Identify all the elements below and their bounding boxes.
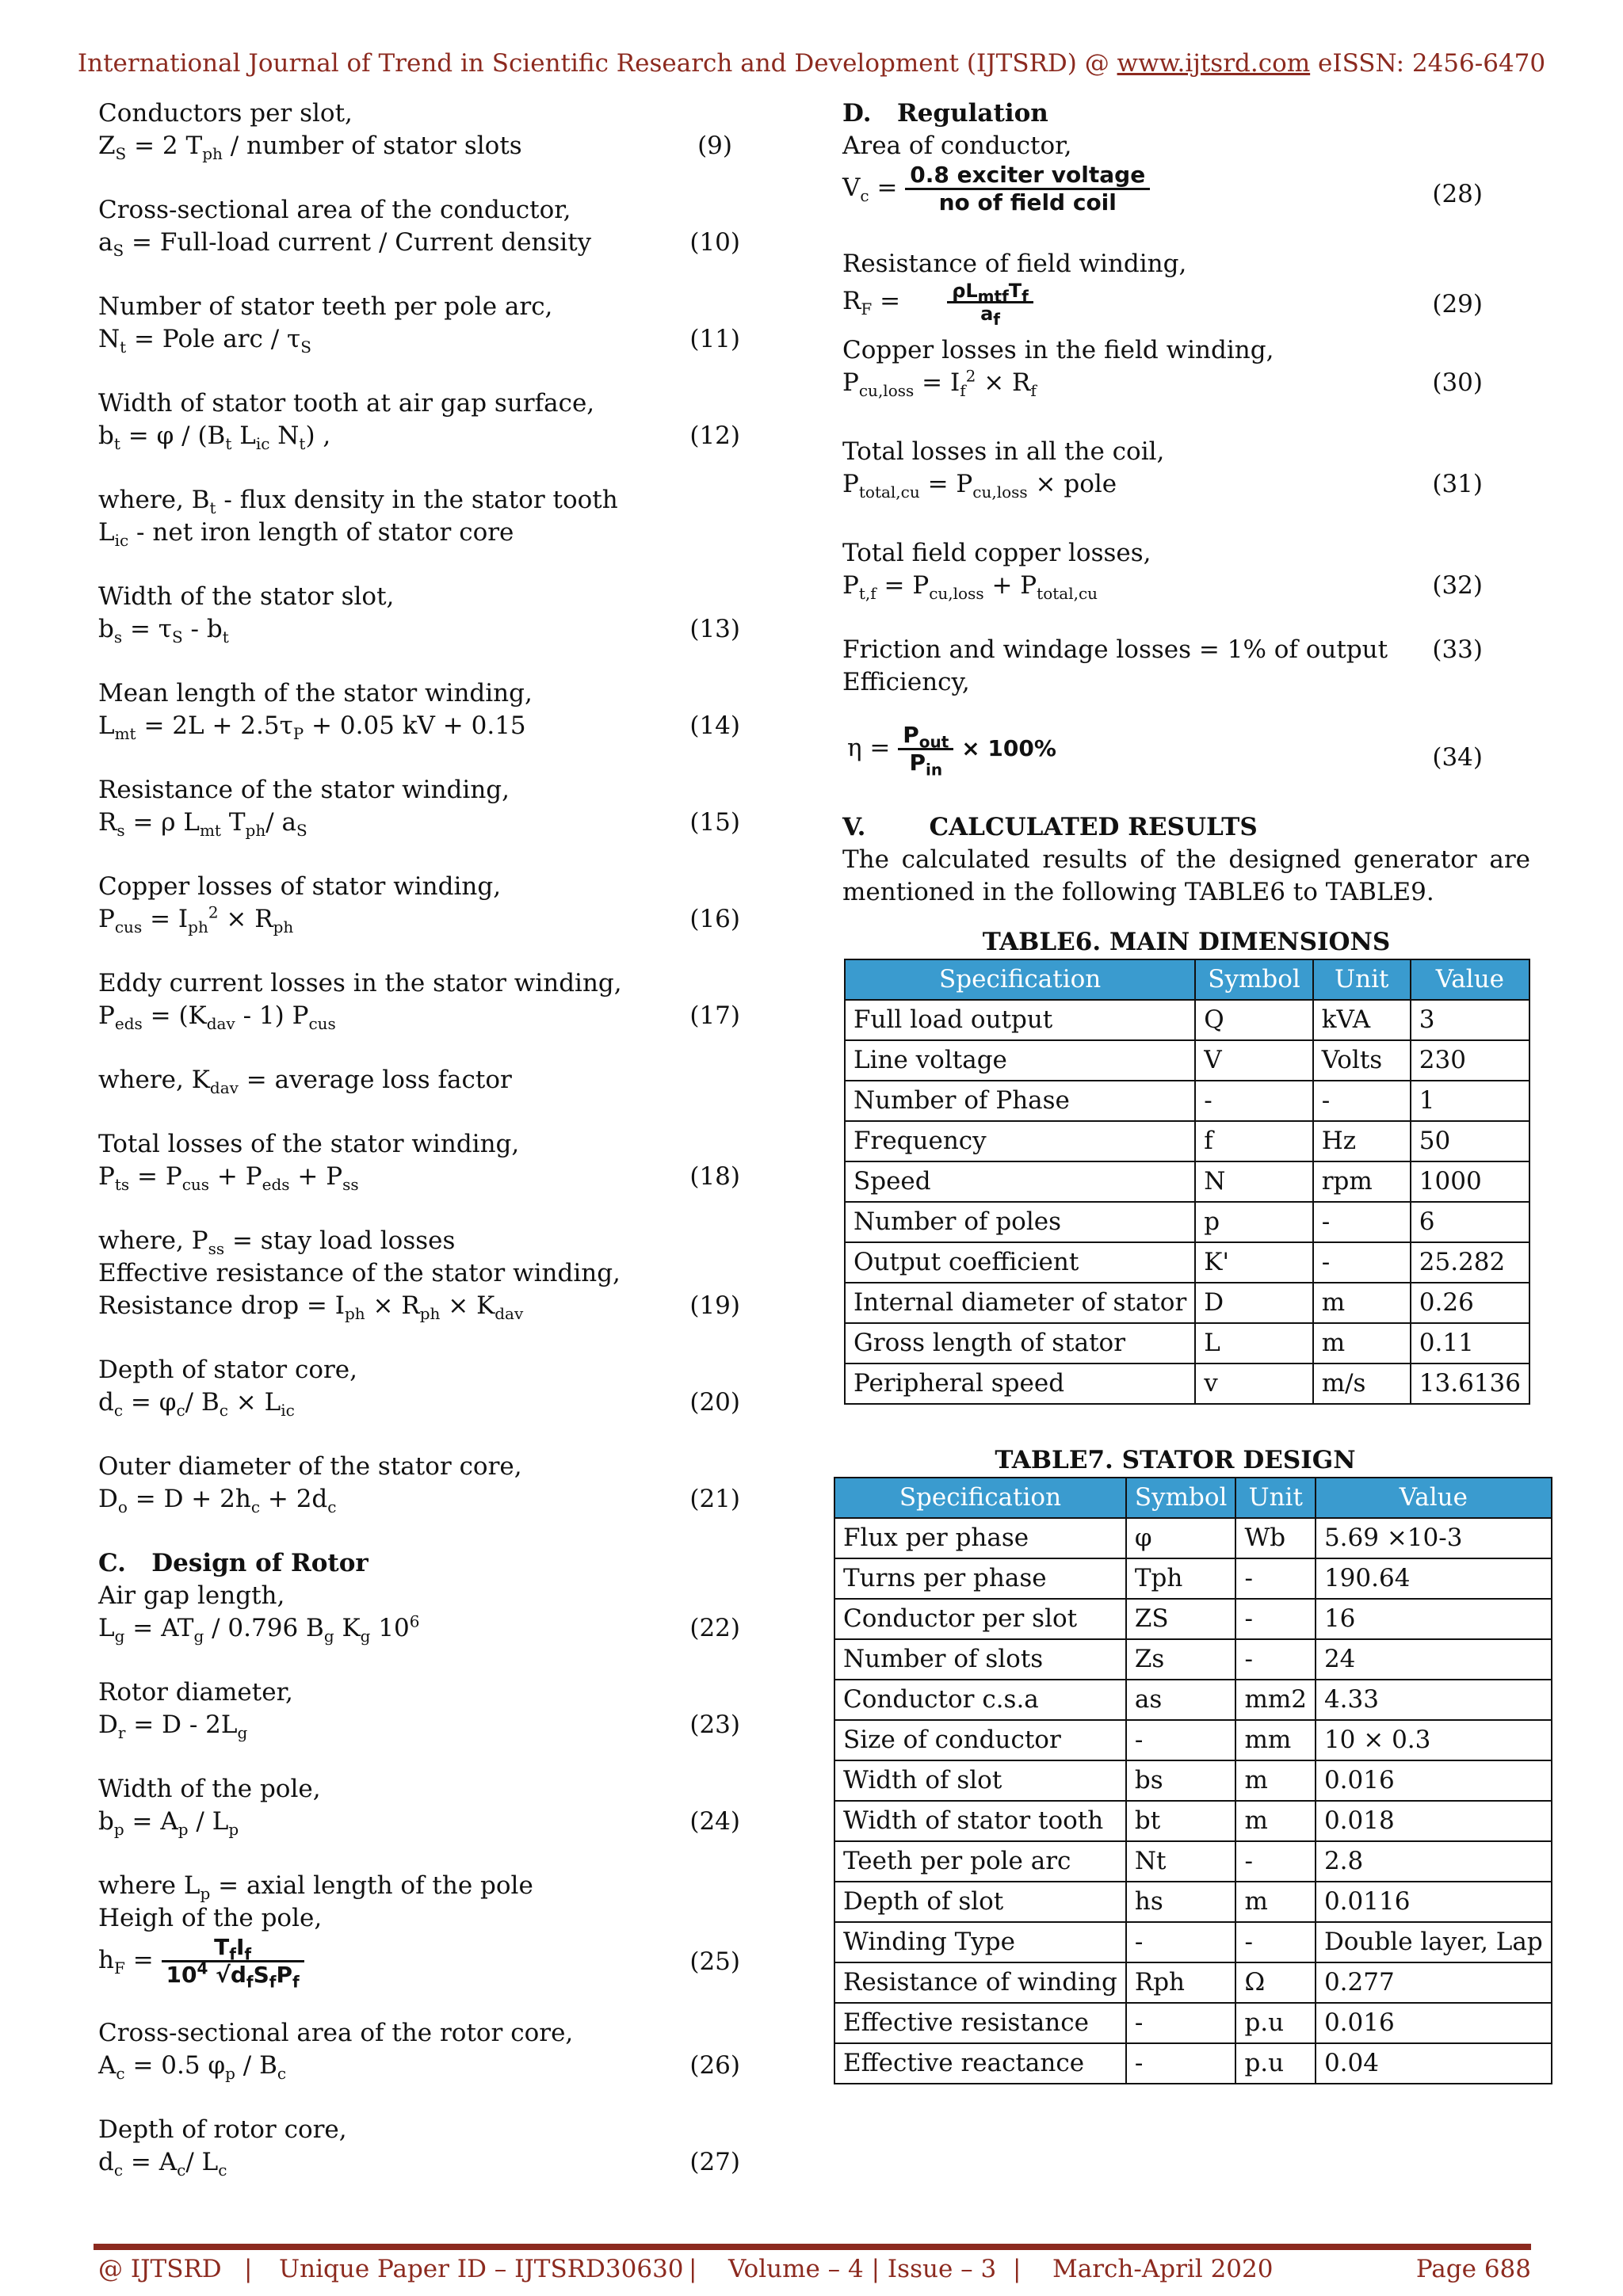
equation-28: D. Regulation Area of conductor, $V_c$ = $\frac{\text{0.8 exciter voltage}}{\text{no of field coil}}$ (28): [842, 97, 1530, 218]
table-cell: 1000: [1411, 1161, 1529, 1202]
equation-formula: $d_c = \varphi_c/$ $B_c \times L_{ic}$: [98, 1388, 295, 1421]
table-cell: Hz: [1313, 1121, 1411, 1161]
table-cell: 0.0116: [1316, 1882, 1552, 1922]
table-cell: -: [1195, 1081, 1312, 1121]
left-column: [98, 97, 740, 2210]
table-cell: -: [1313, 1081, 1411, 1121]
equation-number: (22): [689, 1614, 740, 1642]
table-row: [845, 1242, 1529, 1283]
equation-14: Mean length of the stator winding, $L_{mt} = 2L + 2.5\tau_P + 0.05$ kV + 0.15 (14): [98, 679, 740, 744]
table-cell: -: [1126, 2003, 1236, 2043]
table-row: [834, 1518, 1552, 1558]
footer-separator: |: [689, 2255, 697, 2283]
table-cell: 13.6136: [1411, 1363, 1529, 1404]
table-header-cell: Symbol: [1126, 1478, 1236, 1518]
equation-number: (27): [689, 2148, 740, 2176]
table-row: [834, 1558, 1552, 1599]
equation-11: Number of stator teeth per pole arc, $N_t$ = Pole arc / $\tau_S$ (11): [98, 292, 740, 357]
footer-paper-id: Unique Paper ID – IJTSRD30630: [279, 2255, 684, 2283]
running-header: [0, 48, 1623, 80]
table-row: [845, 1323, 1529, 1363]
table-row: [845, 1040, 1529, 1081]
table-row: [834, 2003, 1552, 2043]
table-cell: L: [1195, 1323, 1312, 1363]
table-cell: p.u: [1235, 2043, 1316, 2084]
footer-page-number: Page 688: [1415, 2255, 1531, 2283]
table-cell: ZS: [1126, 1599, 1236, 1639]
equation-formula: $P_{eds} = (K_{dav} - 1)$ $P_{cus}$: [98, 1001, 336, 1034]
table-cell: Ω: [1235, 1962, 1316, 2003]
table-cell: m: [1235, 1801, 1316, 1841]
table-cell: 0.277: [1316, 1962, 1552, 2003]
table-cell: 0.04: [1316, 2043, 1552, 2084]
pole-height-fraction: $\frac{T_fI_f}{10^4 √d_fS_fP_f}$: [162, 1935, 304, 1988]
table-cell: 25.282: [1411, 1242, 1529, 1283]
table-cell: Zs: [1126, 1639, 1236, 1680]
equation-number: (25): [689, 1947, 740, 1976]
equation-formula: $P_{total,cu} = P_{cu,loss}$ × pole: [842, 470, 1117, 502]
table-cell: K': [1195, 1242, 1312, 1283]
equation-16: Copper losses of stator winding, $P_{cus} = I_{ph}^2 \times R_{ph}$ (16): [98, 872, 740, 937]
efficiency-fraction: $\frac{P_{out}}{P_{in}}$: [898, 723, 953, 776]
journal-name: International Journal of Trend in Scientific Research and Development (IJTSRD) @: [77, 49, 1117, 78]
equation-formula: $D_r = D - 2L_g$: [98, 1711, 248, 1743]
equation-number: (18): [689, 1162, 740, 1191]
table-row: [834, 1882, 1552, 1922]
equation-number: (9): [697, 132, 732, 160]
table-cell: Full load output: [845, 1000, 1195, 1040]
table-cell: 3: [1411, 1000, 1529, 1040]
table-cell: -: [1126, 2043, 1236, 2084]
table-row: [834, 1720, 1552, 1760]
equation-9: Conductors per slot, $Z_S = 2$ $T_{ph}$ / number of stator slots (9): [98, 97, 740, 162]
table-cell: V: [1195, 1040, 1312, 1081]
table-cell: Q: [1195, 1000, 1312, 1040]
equation-20: Depth of stator core, $d_c = \varphi_c/$ $B_c \times L_{ic}$ (20): [98, 1356, 740, 1421]
table-cell: Winding Type: [834, 1922, 1126, 1962]
equation-number: (20): [689, 1388, 740, 1417]
table-header-cell: Symbol: [1195, 959, 1312, 1000]
table-cell: m/s: [1313, 1363, 1411, 1404]
table-cell: Resistance of winding: [834, 1962, 1126, 2003]
section-heading-regulation: D. Regulation: [842, 99, 1048, 128]
equation-number: (13): [689, 615, 740, 643]
table7-caption: TABLE7. STATOR DESIGN: [995, 1446, 1356, 1474]
table-cell: 0.11: [1411, 1323, 1529, 1363]
equation-number: (16): [689, 905, 740, 933]
table-header-cell: Specification: [834, 1478, 1126, 1518]
footer-volume: Volume – 4 | Issue – 3: [728, 2255, 997, 2283]
equation-formula: $P_{cu,loss} = I_f^2 \times R_f$: [842, 366, 1037, 401]
equation-formula: $D_o = D + 2h_c + 2d_c$: [98, 1485, 337, 1517]
table-row: [845, 1121, 1529, 1161]
table-cell: v: [1195, 1363, 1312, 1404]
table-cell: m: [1235, 1760, 1316, 1801]
table-cell: 0.018: [1316, 1801, 1552, 1841]
field-resistance-fraction: $\frac{\rho L_{mtf}T_f}{a_f}$: [947, 280, 1033, 324]
table-cell: 1: [1411, 1081, 1529, 1121]
table-cell: Width of stator tooth: [834, 1801, 1126, 1841]
table-cell: Gross length of stator: [845, 1323, 1195, 1363]
table-cell: 230: [1411, 1040, 1529, 1081]
table-cell: 190.64: [1316, 1558, 1552, 1599]
table-cell: Output coefficient: [845, 1242, 1195, 1283]
equation-12: Width of stator tooth at air gap surface, $b_t = \varphi / (B_t$ $L_{ic}$ $N_t$) , (12): [98, 389, 740, 454]
equation-formula: $a_S$ = Full-load current / Current density: [98, 228, 592, 261]
equation-number: (11): [689, 325, 740, 353]
table-cell: Frequency: [845, 1121, 1195, 1161]
right-column: [842, 97, 1543, 2084]
equation-30: Copper losses in the field winding, $P_{cu,loss} = I_f^2 \times R_f$ (30): [842, 334, 1530, 399]
table-cell: -: [1235, 1841, 1316, 1882]
equation-22: C. Design of Rotor Air gap length, $L_g = AT_g / 0.796$ $B_g$ $K_g$ $10^6$ (22): [98, 1549, 740, 1646]
table-cell: Number of slots: [834, 1639, 1126, 1680]
table-cell: Depth of slot: [834, 1882, 1126, 1922]
equation-19: where, $P_{ss}$ = stay load losses Effective resistance of the stator winding, Resistance drop = $I_{ph} \times R_{ph} \times K_{dav}$ (19): [98, 1226, 740, 1324]
equation-formula: $b_t = \varphi / (B_t$ $L_{ic}$ $N_t$) ,: [98, 421, 331, 454]
results-paragraph: The calculated results of the designed generator are mentioned in the following TABLE6 to TABLE9.: [842, 845, 1530, 906]
equation-number: (24): [689, 1807, 740, 1836]
table-cell: Volts: [1313, 1040, 1411, 1081]
table-cell: kVA: [1313, 1000, 1411, 1040]
equation-31: Total losses in all the coil, $P_{total,cu} = P_{cu,loss}$ × pole (31): [842, 436, 1530, 501]
table-cell: Size of conductor: [834, 1720, 1126, 1760]
table-cell: hs: [1126, 1882, 1236, 1922]
equation-number: (26): [689, 2051, 740, 2080]
table-row: [834, 1801, 1552, 1841]
equation-number: (34): [1432, 743, 1483, 772]
equation-32: Total field copper losses, $P_{t,f} = P_{cu,loss} + P_{total,cu}$ (32): [842, 537, 1530, 602]
equation-33: Friction and windage losses = 1% of output Efficiency, (33): [842, 635, 1483, 696]
table-cell: D: [1195, 1283, 1312, 1323]
table-cell: φ: [1126, 1518, 1236, 1558]
table6-main-dimensions: [844, 959, 1530, 1405]
table-cell: 2.8: [1316, 1841, 1552, 1882]
equation-formula: $P_{t,f} = P_{cu,loss} + P_{total,cu}$: [842, 571, 1098, 604]
table-cell: Tph: [1126, 1558, 1236, 1599]
equation-formula: $h_F$ = $\frac{T_fI_f}{10^4 √d_fS_fP_f}$: [98, 1935, 740, 1989]
table-row: [845, 1000, 1529, 1040]
equation-formula: $P_{ts} = P_{cus} + P_{eds} + P_{ss}$: [98, 1162, 359, 1195]
table-row: [834, 1841, 1552, 1882]
equation-formula: $Z_S = 2$ $T_{ph}$ / number of stator slots: [98, 132, 522, 164]
footer-separator: |: [1013, 2255, 1022, 2283]
table-cell: m: [1313, 1283, 1411, 1323]
equation-formula: $A_c = 0.5$ $\varphi_p / B_c$: [98, 2051, 287, 2084]
equation-number: (10): [689, 228, 740, 257]
table-cell: 10 × 0.3: [1316, 1720, 1552, 1760]
table-cell: mm: [1235, 1720, 1316, 1760]
table-row: [845, 1081, 1529, 1121]
table-cell: -: [1235, 1558, 1316, 1599]
equation-formula: $V_c$ = $\frac{\text{0.8 exciter voltage}}{\text{no of field coil}}$: [842, 162, 1530, 218]
table-cell: Teeth per pole arc: [834, 1841, 1126, 1882]
where-note-1: where, $B_t$ - flux density in the stator tooth $L_{ic}$ - net iron length of stator core: [98, 486, 618, 551]
equation-formula: $L_{mt} = 2L + 2.5\tau_P + 0.05$ kV + 0.15: [98, 711, 526, 744]
table-cell: Line voltage: [845, 1040, 1195, 1081]
table-cell: f: [1195, 1121, 1312, 1161]
table-cell: Wb: [1235, 1518, 1316, 1558]
equation-formula: $d_c = A_c/$ $L_c$: [98, 2148, 227, 2180]
table-row: [834, 1599, 1552, 1639]
table-row: [845, 1202, 1529, 1242]
equation-number: (32): [1432, 571, 1483, 600]
where-note-2: where, $K_{dav}$ = average loss factor: [98, 1066, 512, 1098]
equation-formula: $b_p = A_p / L_p$: [98, 1807, 239, 1840]
table-cell: bs: [1126, 1760, 1236, 1801]
table-header-cell: Value: [1411, 959, 1529, 1000]
equation-formula: η = $\frac{P_{out}}{P_{in}}$ × 100%: [847, 722, 1056, 780]
table-cell: rpm: [1313, 1161, 1411, 1202]
equation-13: Width of the stator slot, $b_s = \tau_S - b_t$ (13): [98, 582, 740, 647]
table-cell: 0.016: [1316, 2003, 1552, 2043]
table-cell: Speed: [845, 1161, 1195, 1202]
table-cell: Number of Phase: [845, 1081, 1195, 1121]
table-row: [845, 1161, 1529, 1202]
table-cell: 4.33: [1316, 1680, 1552, 1720]
equation-formula: $P_{cus} = I_{ph}^2 \times R_{ph}$: [98, 902, 294, 937]
table-cell: 24: [1316, 1639, 1552, 1680]
table-cell: bt: [1126, 1801, 1236, 1841]
footer-rule: [94, 2244, 1531, 2250]
equation-number: (15): [689, 808, 740, 837]
equation-number: (17): [689, 1001, 740, 1030]
table-cell: 0.26: [1411, 1283, 1529, 1323]
footer-separator: |: [244, 2255, 253, 2283]
table-cell: Internal diameter of stator: [845, 1283, 1195, 1323]
table-cell: N: [1195, 1161, 1312, 1202]
equation-number: (14): [689, 711, 740, 740]
table-cell: Width of slot: [834, 1760, 1126, 1801]
table-cell: Conductor c.s.a: [834, 1680, 1126, 1720]
table-cell: -: [1313, 1202, 1411, 1242]
table-cell: p: [1195, 1202, 1312, 1242]
table-cell: m: [1235, 1882, 1316, 1922]
table-cell: -: [1235, 1599, 1316, 1639]
equation-18: Total losses of the stator winding, $P_{ts} = P_{cus} + P_{eds} + P_{ss}$ (18): [98, 1130, 740, 1195]
equation-number: (31): [1432, 470, 1483, 498]
journal-url-link[interactable]: www.ijtsrd.com: [1117, 49, 1311, 78]
equation-29: Resistance of field winding, $R_F$ = $\frac{\rho L_{mtf}T_f}{a_f}$ (29): [842, 248, 1530, 328]
equation-21: Outer diameter of the stator core, $D_o = D + 2h_c + 2d_c$ (21): [98, 1452, 740, 1517]
table-cell: 0.016: [1316, 1760, 1552, 1801]
table-cell: Double layer, Lap: [1316, 1922, 1552, 1962]
equation-number: (28): [1432, 180, 1483, 208]
table-cell: -: [1126, 1922, 1236, 1962]
conductor-area-fraction: $\frac{\text{0.8 exciter voltage}}{\text{no of field coil}}$: [905, 162, 1150, 215]
equation-number: (19): [689, 1291, 740, 1320]
equation-27: Depth of rotor core, $d_c = A_c/$ $L_c$ (27): [98, 2115, 740, 2180]
equation-24: Width of the pole, $b_p = A_p / L_p$ (24): [98, 1775, 740, 1840]
equation-formula: $R_F$ = $\frac{\rho L_{mtf}T_f}{a_f}$: [842, 280, 1530, 328]
table-row: [845, 1363, 1529, 1404]
equation-23: Rotor diameter, $D_r = D - 2L_g$ (23): [98, 1678, 740, 1743]
table-row: [834, 1639, 1552, 1680]
table-cell: 50: [1411, 1121, 1529, 1161]
table-cell: 6: [1411, 1202, 1529, 1242]
table-cell: -: [1313, 1242, 1411, 1283]
section-heading-rotor: C. Design of Rotor: [98, 1549, 369, 1577]
table-row: [834, 1922, 1552, 1962]
table-cell: Effective reactance: [834, 2043, 1126, 2084]
table-cell: 16: [1316, 1599, 1552, 1639]
equation-number: (30): [1432, 368, 1483, 397]
table-cell: Flux per phase: [834, 1518, 1126, 1558]
footer-org: @ IJTSRD: [98, 2255, 222, 2283]
equation-formula: $N_t$ = Pole arc / $\tau_S$: [98, 325, 311, 357]
equation-number: (23): [689, 1711, 740, 1739]
table7-stator-design: [834, 1477, 1552, 2084]
table-cell: Conductor per slot: [834, 1599, 1126, 1639]
table-header-cell: Unit: [1235, 1478, 1316, 1518]
equation-10: Cross-sectional area of the conductor, $a_S$ = Full-load current / Current density (10): [98, 196, 740, 261]
equation-26: Cross-sectional area of the rotor core, $A_c = 0.5$ $\varphi_p / B_c$ (26): [98, 2019, 740, 2084]
table-cell: mm2: [1235, 1680, 1316, 1720]
table-header-cell: Value: [1316, 1478, 1552, 1518]
equation-17: Eddy current losses in the stator winding, $P_{eds} = (K_{dav} - 1)$ $P_{cus}$ (17): [98, 969, 740, 1034]
equation-number: (12): [689, 421, 740, 450]
table-header-cell: Specification: [845, 959, 1195, 1000]
table-cell: Rph: [1126, 1962, 1236, 2003]
table-cell: as: [1126, 1680, 1236, 1720]
table-cell: m: [1313, 1323, 1411, 1363]
table-row: [834, 1680, 1552, 1720]
table-header-cell: Unit: [1313, 959, 1411, 1000]
equation-number: (33): [1432, 635, 1483, 664]
table-row: [834, 2043, 1552, 2084]
table-cell: Effective resistance: [834, 2003, 1126, 2043]
table-cell: -: [1126, 1720, 1236, 1760]
table-cell: -: [1235, 1639, 1316, 1680]
equation-formula: $b_s = \tau_S - b_t$: [98, 615, 229, 647]
table-cell: Nt: [1126, 1841, 1236, 1882]
equation-25: where $L_p$ = axial length of the pole Heigh of the pole, $h_F$ = $\frac{T_fI_f}{10^4 √d_fS_fP_f}$ (25): [98, 1871, 740, 1992]
table-row: [845, 1283, 1529, 1323]
table-cell: Peripheral speed: [845, 1363, 1195, 1404]
section-heading-results: V. CALCULATED RESULTS: [842, 813, 1258, 841]
equation-34: [842, 723, 1530, 786]
equation-number: (29): [1432, 290, 1483, 318]
equation-formula: $L_g = AT_g / 0.796$ $B_g$ $K_g$ $10^6$: [98, 1611, 420, 1646]
table6-caption: TABLE6. MAIN DIMENSIONS: [982, 928, 1391, 956]
table-row: [834, 1962, 1552, 2003]
equation-15: Resistance of the stator winding, $R_s = \rho$ $L_{mt}$ $T_{ph}/$ $a_S$ (15): [98, 776, 740, 841]
journal-issn: eISSN: 2456-6470: [1310, 49, 1546, 78]
table-cell: Turns per phase: [834, 1558, 1126, 1599]
equation-formula: $R_s = \rho$ $L_{mt}$ $T_{ph}/$ $a_S$: [98, 808, 307, 841]
table-cell: Number of poles: [845, 1202, 1195, 1242]
table-cell: 5.69 ×10-3: [1316, 1518, 1552, 1558]
table-cell: -: [1235, 1922, 1316, 1962]
equation-number: (21): [689, 1485, 740, 1513]
table-row: [834, 1760, 1552, 1801]
equation-formula: Resistance drop = $I_{ph} \times R_{ph} \times K_{dav}$: [98, 1291, 524, 1324]
table-cell: p.u: [1235, 2003, 1316, 2043]
footer-date: March-April 2020: [1052, 2255, 1274, 2283]
